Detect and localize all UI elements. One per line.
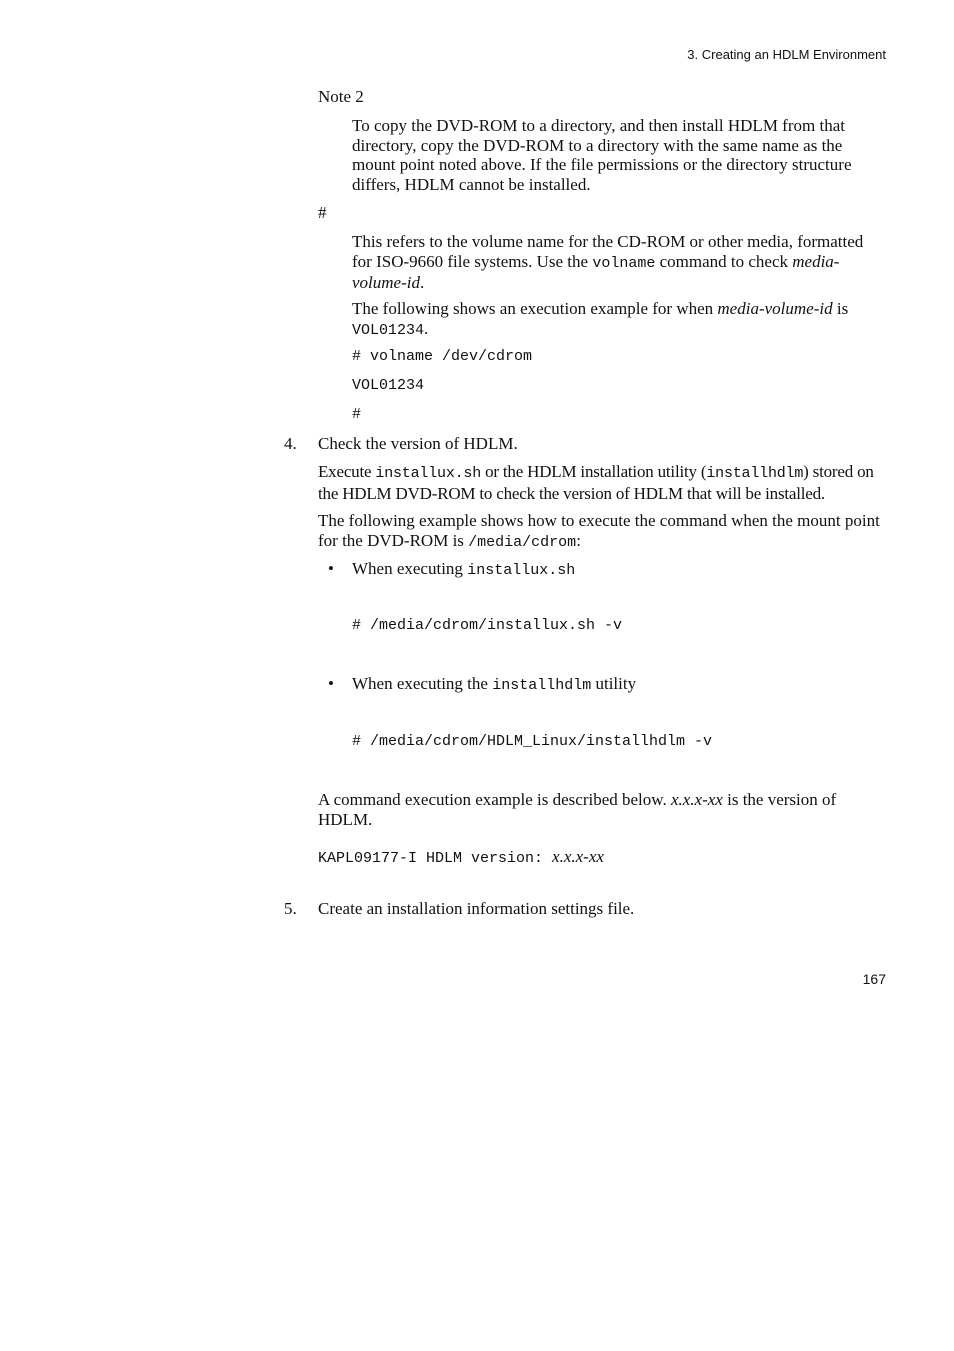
inline-code: /media/cdrom bbox=[468, 533, 577, 551]
bullet-marker: • bbox=[328, 559, 334, 578]
code-line-prompt: # bbox=[352, 406, 362, 423]
command-installhdlm: # /media/cdrom/HDLM_Linux/installhdlm -v bbox=[352, 733, 713, 750]
italic-term: media-volume-id bbox=[717, 299, 833, 318]
bullet-item-installhdlm: When executing the installhdlm utility bbox=[352, 674, 637, 694]
step5-number: 5. bbox=[284, 899, 297, 918]
code-line-volname: # volname /dev/cdrom bbox=[352, 348, 533, 365]
inline-code: volname bbox=[592, 254, 656, 272]
bullet-item-installux: When executing installux.sh bbox=[352, 559, 576, 579]
command-installux: # /media/cdrom/installux.sh -v bbox=[352, 617, 623, 634]
inline-code: installhdlm bbox=[492, 677, 592, 694]
step4-paragraph-2: The following example shows how to execute the command when the mount point for the DVD-ROM is /media/cdrom: bbox=[318, 511, 880, 551]
bullet-marker: • bbox=[328, 674, 334, 693]
page-number: 167 bbox=[862, 971, 886, 987]
note2-text: To copy the DVD-ROM to a directory, and then install HDLM from that directory, copy the DVD-ROM to a directory with the same name as the mount point noted above. If the file permissions or the directory structure differs, HDLM cannot be installed. bbox=[352, 116, 852, 194]
hash-note-paragraph-2: The following shows an execution example for when media-volume-id is VOL01234. bbox=[352, 299, 849, 339]
inline-code: installhdlm bbox=[706, 465, 804, 482]
italic-term: media-volume-id bbox=[352, 251, 840, 292]
step5-title: Create an installation information settings file. bbox=[318, 899, 635, 918]
hash-note-paragraph-1: This refers to the volume name for the CD-ROM or other media, formatted for ISO-9660 file systems. Use the volname command to check media-volume-id. bbox=[352, 232, 864, 292]
step4-paragraph-3: A command execution example is described below. x.x.x-xx is the version of HDLM. bbox=[318, 790, 837, 829]
inline-code: installux.sh bbox=[375, 465, 482, 482]
note2-label: Note 2 bbox=[318, 87, 364, 106]
step4-number: 4. bbox=[284, 434, 297, 453]
running-header: 3. Creating an HDLM Environment bbox=[687, 47, 886, 62]
step4-paragraph-1: Execute installux.sh or the HDLM installation utility (installhdlm) stored on the HDLM DVD-ROM to check the version of HDLM that will be installed. bbox=[318, 462, 874, 503]
inline-code: VOL01234 bbox=[352, 321, 425, 339]
hash-note-label: # bbox=[318, 203, 327, 222]
version-output: KAPL09177-I HDLM version: x.x.x-xx bbox=[318, 847, 604, 867]
italic-term: x.x.x-xx bbox=[670, 790, 723, 809]
step4-title: Check the version of HDLM. bbox=[318, 434, 518, 453]
inline-code: installux.sh bbox=[467, 562, 576, 579]
code-line-output: VOL01234 bbox=[352, 377, 425, 394]
italic-term: x.x.x-xx bbox=[552, 847, 604, 866]
